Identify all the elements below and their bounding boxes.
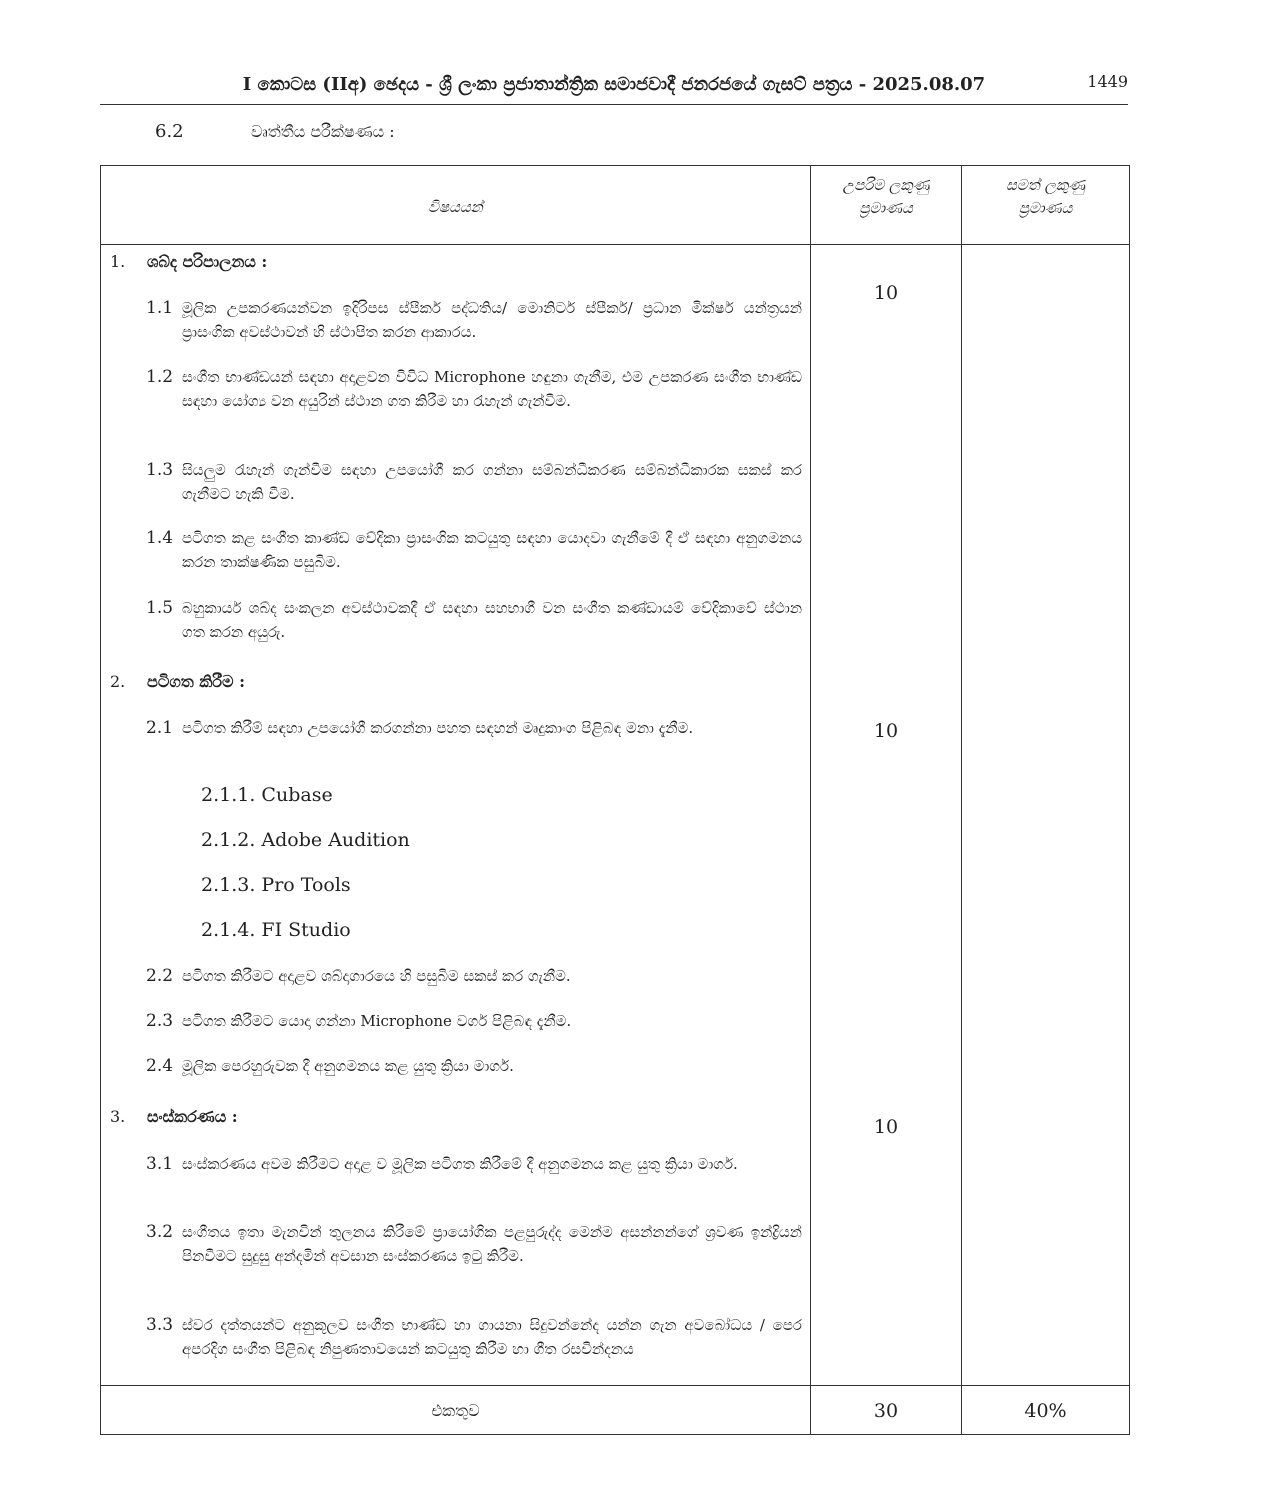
- header-divider: [101, 244, 1129, 245]
- group-max-marks: 10: [873, 720, 899, 742]
- total-divider: [101, 1385, 1129, 1386]
- list-item: 1.5 බහුකාර්ය ශබ්ද සංකලන අවස්ථාවකදී ඒ සඳහා සහභාගී වන සංගීත කණ්ඩායම් වේදිකාවේ ස්ථාන ගත කරන අයුරු.: [146, 598, 802, 641]
- software-item: 2.1.3. Pro Tools: [201, 874, 351, 896]
- group-title: 2. පටිගත කිරීම :: [110, 672, 245, 691]
- gazette-title: I කොටස (IIඅ) ඡෙදය - ශ්‍රී ලංකා ප්‍රජාතාන්ත්‍රික සමාජවාදී ජනරජයේ ගැසට් පත්‍රය - 2025.08.07: [242, 74, 986, 95]
- list-item: 3.2 සංගීතය ඉතා මැනවින් තුලනය කිරීමේ ප්‍රායෝගික පළපුරුද්ද මෙන්ම අසන්නන්ගේ ශ්‍රවණ ඉන්ද්‍රියන් පිනවීමට සුදුසු අන්දමින් අවසාන සංස්කරණය ඉටු කිරීම.: [146, 1222, 802, 1265]
- software-item: 2.1.1. Cubase: [201, 784, 333, 806]
- list-item: 2.4 මූලික පෙරහුරුවක දී අනුගමනය කළ යුතු ක්‍රියා මාර්ග.: [146, 1056, 514, 1076]
- list-item: 1.3 සියලුම රැහැන් ගැන්වීම සඳහා උපයෝගී කර ගන්නා සම්බන්ධීකරණ සම්බන්ධීකාරක සකස් කර ගැනීමට හැකි වීම.: [146, 460, 802, 503]
- software-item: 2.1.2. Adobe Audition: [201, 829, 410, 851]
- section-number: 6.2: [155, 121, 184, 142]
- header-subjects: විෂයයන්: [428, 198, 483, 216]
- header-pass-marks: සමත් ලකුණු ප්‍රමාණය: [1006, 176, 1085, 217]
- column-divider: [961, 166, 962, 1434]
- column-divider: [810, 166, 811, 1434]
- software-item: 2.1.4. FI Studio: [201, 919, 351, 941]
- total-pass-marks: 40%: [1024, 1400, 1067, 1422]
- list-item: 1.1 මූලික උපකරණයන්වන ඉදිරිපස ස්පීකර් පද්ධතිය/ මොනිටර් ස්පීකර්/ ප්‍රධාන මික්ෂර් යන්ත්‍රයන් ප්‍රාසංගික අවස්ථාවන් හි ස්ථාපිත කරන ආකාරය.: [146, 298, 802, 341]
- total-label: එකතුව: [431, 1401, 480, 1420]
- group-title: 3. සංස්කරණය :: [110, 1107, 238, 1126]
- list-item: 2.1 පටිගත කිරීම් සඳහා උපයෝගී කරගන්නා පහත සඳහන් මෘදුකාංග පිළිබඳ මනා දැනීම.: [146, 718, 694, 738]
- group-max-marks: 10: [873, 282, 899, 304]
- group-title: 1. ශබ්ද පරිපාලනය :: [110, 252, 268, 271]
- list-item: 3.3 ස්වර දත්තයන්ට අනුකූලව සංගීත භාණ්ඩ හා ගායනා සිදුවන්නේද යන්න ගැන අවබෝධය / පෙර අපරදිග සංගීත පිළිබඳ නිපුණතාවයෙන් කටයුතු කිරීම හා ගීත රසවින්දනය: [146, 1315, 802, 1358]
- header-max-marks: උපරිම ලකුණු ප්‍රමාණය: [842, 176, 930, 217]
- list-item: 1.2 සංගීත භාණ්ඩයන් සඳහා අදාළවන විවිධ Microphone හඳුනා ගැනීම, එම උපකරණ සංගීත භාණ්ඩ සඳහා යෝග්‍ය වන අයුරින් ස්ථාන ගත කිරීම හා රැහැන් ගැන්වීම.: [146, 367, 802, 410]
- section-heading: [155, 121, 395, 142]
- group-max-marks: 10: [873, 1116, 899, 1138]
- gazette-header: [100, 70, 1128, 105]
- list-item: 1.4 පටිගත කළ සංගීත කාණ්ඩ වේදිකා ප්‍රාසංගික කටයුතු සඳහා යොදවා ගැනීමේ දී ඒ සඳහා අනුගමනය කරන තාක්ෂණික පසුබිම.: [146, 528, 802, 571]
- page-number: 1449: [1087, 72, 1128, 91]
- total-max-marks: 30: [873, 1400, 899, 1422]
- list-item: 2.3 පටිගත කිරීමට යොදා ගන්නා Microphone වර්ග පිළිබඳ දැනීම.: [146, 1011, 572, 1031]
- list-item: 3.1 සංස්කරණය අවම කිරීමට අදාළ ව මූලික පටිගත කිරීමේ දී අනුගමනය කළ යුතු ක්‍රියා මාර්ග.: [146, 1154, 738, 1174]
- section-title: වෘත්තීය පරීක්ෂණය :: [251, 122, 395, 141]
- list-item: 2.2 පටිගත කිරීමට අදාළව ශබ්දාගාරයෙ හි පසුබිම සකස් කර ගැනීම.: [146, 966, 571, 986]
